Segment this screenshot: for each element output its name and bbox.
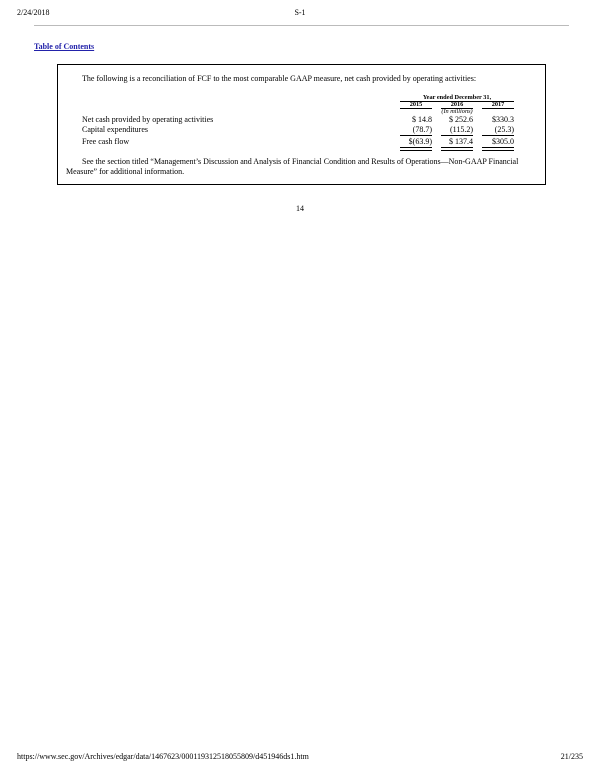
year-header-2015: 2015 bbox=[409, 101, 423, 108]
intro-text: The following is a reconciliation of FCF to the most comparable GAAP measure, net cash provided by operating activities: bbox=[82, 74, 477, 83]
row-label-net-cash: Net cash provided by operating activities bbox=[82, 115, 214, 124]
note-text-line-1: See the section titled “Management’s Discussion and Analysis of Financial Condition and Results of Operations—Non-GAAP Financial bbox=[82, 157, 519, 166]
cell-net-cash-2016: $ 252.6 bbox=[449, 115, 473, 124]
units-label: (In millions) bbox=[441, 108, 473, 115]
cell-fcf-2017: $305.0 bbox=[492, 137, 514, 146]
page-number: 14 bbox=[296, 204, 304, 213]
document-title: S-1 bbox=[294, 8, 306, 17]
cell-capex-2017: (25.3) bbox=[494, 125, 514, 134]
print-date: 2/24/2018 bbox=[17, 8, 50, 17]
cell-capex-2015: (78.7) bbox=[412, 125, 432, 134]
cell-fcf-2015: $(63.9) bbox=[408, 137, 432, 146]
note-text-line-2: Measure” for additional information. bbox=[66, 167, 185, 176]
footer-url: https://www.sec.gov/Archives/edgar/data/1467623/000119312518055809/d451946ds1.htm bbox=[17, 752, 309, 761]
cell-fcf-2016: $ 137.4 bbox=[449, 137, 473, 146]
row-label-capex: Capital expenditures bbox=[82, 125, 148, 134]
subtotal-rule-2015 bbox=[400, 135, 432, 136]
total-double-rule-2015 bbox=[400, 147, 432, 151]
cell-net-cash-2017: $330.3 bbox=[492, 115, 514, 124]
table-of-contents-link[interactable]: Table of Contents bbox=[34, 42, 95, 51]
cell-capex-2016: (115.2) bbox=[449, 125, 473, 134]
subtotal-rule-2017 bbox=[482, 135, 514, 136]
year-header-2016: 2016 bbox=[450, 101, 464, 108]
header-divider bbox=[34, 25, 569, 26]
cell-net-cash-2015: $ 14.8 bbox=[412, 115, 432, 124]
total-double-rule-2017 bbox=[482, 147, 514, 151]
total-double-rule-2016 bbox=[441, 147, 473, 151]
row-label-fcf: Free cash flow bbox=[82, 137, 130, 146]
subtotal-rule-2016 bbox=[441, 135, 473, 136]
year-header-2017: 2017 bbox=[491, 101, 505, 108]
footer-page-count: 21/235 bbox=[560, 752, 583, 761]
period-heading: Year ended December 31, bbox=[422, 94, 492, 101]
